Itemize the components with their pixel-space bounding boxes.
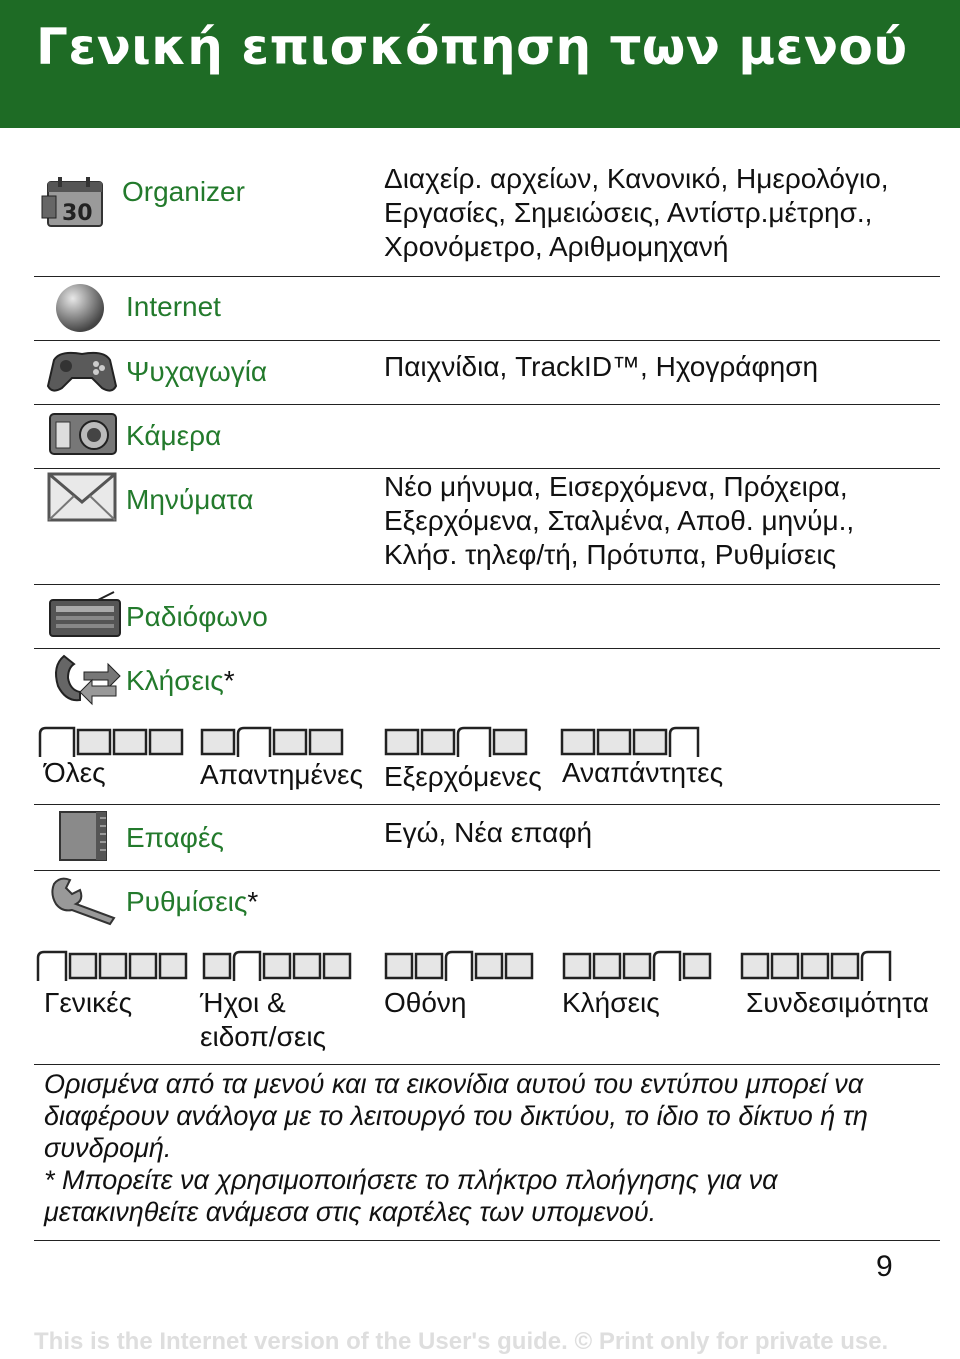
contacts-book-icon: [56, 810, 112, 862]
divider: [34, 340, 940, 341]
page-title: Γενική επισκόπηση των μενού: [36, 18, 908, 76]
title-banner: [0, 0, 960, 128]
contacts-submenu-desc: Εγώ, Νέα επαφή: [384, 817, 593, 848]
calls-tab-bar-all[interactable]: [38, 722, 188, 758]
settings-tab-bar-general[interactable]: [36, 946, 190, 982]
tab-calls-missed[interactable]: Αναπάντητες: [562, 757, 724, 788]
tab-settings-sounds[interactable]: Ήχοι & ειδοπ/σεις: [200, 987, 327, 1052]
menu-label-organizer[interactable]: Organizer: [122, 176, 245, 207]
organizer-submenu-desc: Διαχείρ. αρχείων, Κανονικό, Ημερολόγιο, Εργασίες, Σημειώσεις, Αντίστρ.μέτρησ., Χρονόμετρο, Αριθμομηχανή: [384, 163, 889, 262]
tab-settings-calls[interactable]: Κλήσεις: [562, 987, 660, 1018]
radio-icon: [48, 590, 122, 640]
divider: [34, 468, 940, 469]
phone-calls-icon: [50, 652, 122, 706]
footer-watermark: This is the Internet version of the User's guide. © Print only for private use.: [34, 1328, 889, 1355]
entertainment-submenu-desc: Παιχνίδια, TrackID™, Ηχογράφηση: [384, 351, 819, 382]
tab-calls-answered[interactable]: Απαντημένες: [200, 759, 364, 790]
menu-label-entertainment[interactable]: Ψυχαγωγία: [126, 356, 268, 387]
menu-label-contacts[interactable]: Επαφές: [126, 822, 224, 853]
calendar-icon: [40, 174, 106, 230]
globe-icon: [52, 282, 108, 334]
tab-calls-all[interactable]: Όλες: [44, 757, 106, 788]
divider: [34, 1064, 940, 1065]
divider: [34, 804, 940, 805]
gamepad-icon: [46, 346, 118, 396]
divider: [34, 870, 940, 871]
tab-settings-general[interactable]: Γενικές: [44, 987, 133, 1018]
tab-settings-connectivity[interactable]: Συνδεσιμότητα: [746, 987, 929, 1018]
divider: [34, 276, 940, 277]
calls-tab-bar-missed[interactable]: [558, 722, 708, 758]
menu-label-settings[interactable]: Ρυθμίσεις*: [126, 886, 259, 917]
svg-text:30: 30: [62, 201, 93, 226]
settings-tab-bar-calls[interactable]: [560, 946, 714, 982]
calls-tab-bar-dialled[interactable]: [382, 722, 532, 758]
divider: [34, 1240, 940, 1241]
calls-tab-bar-answered[interactable]: [198, 722, 348, 758]
menu-label-internet[interactable]: Internet: [126, 291, 221, 322]
page-number: 9: [876, 1250, 893, 1283]
disclaimer-note: Ορισμένα από τα μενού και τα εικονίδια αυτού του εντύπου μπορεί να διαφέρουν ανάλογα με το λειτουργό του δικτύου, το ίδιο το δίκτυο ή τη συνδρομή. * Μπορείτε να χρησιμοποιήσετε το πλήκτρο πλοήγησης για να μετακινηθείτε ανάμεσα στις καρτέλες των υπομενού.: [44, 1069, 868, 1227]
settings-tab-bar-display[interactable]: [382, 946, 536, 982]
menu-label-camera[interactable]: Κάμερα: [126, 420, 222, 451]
divider: [34, 648, 940, 649]
wrench-icon: [48, 874, 122, 926]
divider: [34, 404, 940, 405]
camera-icon: [48, 408, 120, 458]
settings-tab-bar-sounds[interactable]: [200, 946, 354, 982]
menu-label-calls[interactable]: Κλήσεις*: [126, 665, 235, 696]
settings-tab-bar-connectivity[interactable]: [738, 946, 896, 982]
menu-label-radio[interactable]: Ραδιόφωνο: [126, 601, 268, 632]
messaging-submenu-desc: Νέο μήνυμα, Εισερχόμενα, Πρόχειρα, Εξερχόμενα, Σταλμένα, Αποθ. μηνύμ., Κλήσ. τηλεφ/τή, Πρότυπα, Ρυθμίσεις: [384, 471, 855, 570]
tab-calls-dialled[interactable]: Εξερχόμενες: [384, 761, 542, 792]
menu-label-messaging[interactable]: Μηνύματα: [126, 484, 254, 515]
divider: [34, 584, 940, 585]
envelope-icon: [46, 470, 118, 524]
tab-settings-display[interactable]: Οθόνη: [384, 987, 467, 1018]
